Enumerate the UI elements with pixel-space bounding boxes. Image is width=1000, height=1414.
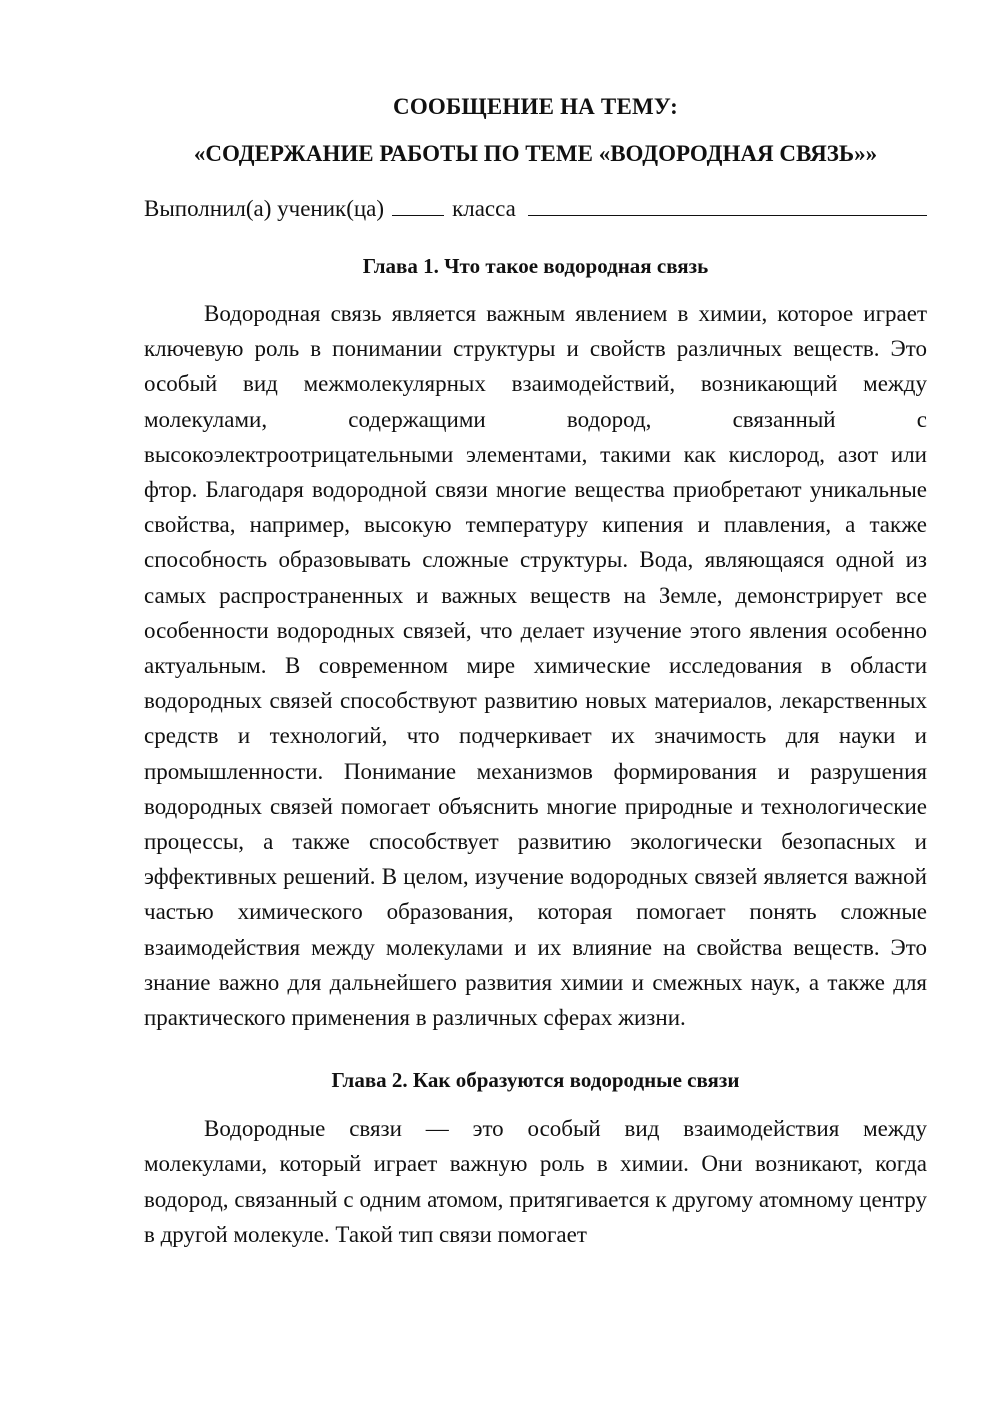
byline-middle: класса [452,196,516,221]
chapter-2-heading: Глава 2. Как образуются водородные связи [331,1068,740,1093]
class-number-blank [392,195,444,216]
chapter-2-paragraph: Водородные связи — это особый вид взаимодействия между молекулами, который играет важную роль в химии. Они возникают, когда водород, связанный с одним атомом, притягивается к другому атомному центру в другой молекуле. Такой тип связи помогает [144,1116,927,1247]
chapter-1-paragraph: Водородная связь является важным явлением в химии, которое играет ключевую роль в понимании структуры и свойств различных веществ. Это особый вид межмолекулярных взаимодействий, возникающий между молекулами, содержащими водород, связанный с высокоэлектроотрицательными элементами, такими как кислород, азот или фтор. Благодаря водородной связи многие вещества приобретают уникальные свойства, например, высокую температуру кипения и плавления, а также способность образовывать сложные структуры. Вода, являющаяся одной из самых распространенных и важных веществ на Земле, демонстрирует все особенности водородных связей, что делает изучение этого явления особенно актуальным. В современном мире химические исследования в области водородных связей способствуют развитию новых материалов, лекарственных средств и технологий, что подчеркивает их значимость для науки и промышленности. Понимание механизмов формирования и разрушения водородных связей помогает объяснить многие природные и технологические процессы, а также способствует развитию экологически безопасных и эффективных решений. В целом, изучение водородных связей является важной частью химического образования, которая помогает понять сложные взаимодействия между молекулами и их влияние на свойства веществ. Это знание важно для дальнейшего развития химии и смежных наук, а также для практического применения в различных сферах жизни. [144,301,927,1031]
byline-prefix: Выполнил(а) ученик(ца) [144,196,385,221]
document-subtitle: «СОДЕРЖАНИЕ РАБОТЫ ПО ТЕМЕ «ВОДОРОДНАЯ СВЯЗЬ»» [193,141,878,166]
student-name-blank [528,195,927,216]
document-title: СООБЩЕНИЕ НА ТЕМУ: [393,94,678,119]
byline [144,194,927,224]
chapter-1-heading: Глава 1. Что такое водородная связь [362,254,709,278]
